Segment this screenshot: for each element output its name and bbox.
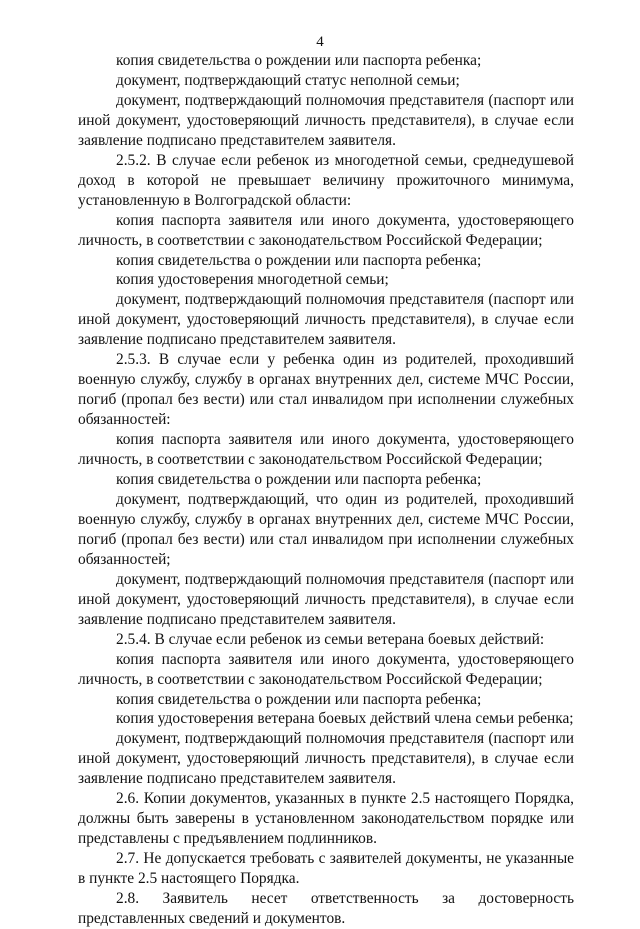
paragraph: 2.6. Копии документов, указанных в пункте 2.5 настоящего Порядка, должны быть заверены в установленном законодательством порядке или представлены с предъявлением подлинников. [78,790,574,848]
paragraph: документ, подтверждающий полномочия представителя (паспорт или иной документ, удостоверяющий личность представителя), в случае если заявление подписано представителем заявителя. [78,291,574,349]
paragraph: копия свидетельства о рождении или паспорта ребенка; [116,251,482,269]
paragraph: копия свидетельства о рождении или паспорта ребенка; [116,471,482,489]
paragraph: копия паспорта заявителя или иного документа, удостоверяющего личность, в соответствии с законодательством Российской Федерации; [78,211,574,249]
paragraph: копия паспорта заявителя или иного документа, удостоверяющего личность, в соответствии с законодательством Российской Федерации; [78,431,574,469]
paragraph: документ, подтверждающий полномочия представителя (паспорт или иной документ, удостоверяющий личность представителя), в случае если заявление подписано представителем заявителя. [78,730,574,788]
paragraph: 2.5.4. В случае если ребенок из семьи ветерана боевых действий: [116,630,545,648]
paragraph: копия паспорта заявителя или иного документа, удостоверяющего личность, в соответствии с законодательством Российской Федерации; [78,650,574,688]
paragraph: документ, подтверждающий, что один из родителей, проходивший военную службу, службу в органах внутренних дел, системе МЧС России, погиб (пропал без вести) или стал инвалидом при исполнении служебных обязанностей; [78,490,574,568]
paragraph: копия свидетельства о рождении или паспорта ребенка; [116,52,482,69]
paragraph: копия удостоверения ветерана боевых действий члена семьи ребенка; [116,710,574,728]
paragraph: документ, подтверждающий полномочия представителя (паспорт или иной документ, удостоверяющий личность представителя), в случае если заявление подписано представителем заявителя. [78,91,574,149]
paragraph: документ, подтверждающий полномочия представителя (паспорт или иной документ, удостоверяющий личность представителя), в случае если заявление подписано представителем заявителя. [78,570,574,628]
paragraph: 2.7. Не допускается требовать с заявителей документы, не указанные в пункте 2.5 настоящего Порядка. [78,850,574,888]
paragraph: 2.5.3. В случае если у ребенка один из родителей, проходивший военную службу, службу в органах внутренних дел, системе МЧС России, погиб (пропал без вести) или стал инвалидом при исполнении служебных обязанностей: [78,351,574,429]
paragraph: копия свидетельства о рождении или паспорта ребенка; [116,690,482,708]
document-body [78,51,574,929]
paragraph: 2.8. Заявитель несет ответственность за достоверность представленных сведений и документов. [78,890,574,927]
page-number: 4 [316,34,324,50]
paragraph: документ, подтверждающий статус неполной семьи; [116,71,460,89]
paragraph: 2.5.2. В случае если ребенок из многодетной семьи, среднедушевой доход в которой не превышает величину прожиточного минимума, установленную в Волгоградской области: [78,151,574,209]
paragraph: копия удостоверения многодетной семьи; [116,271,389,289]
